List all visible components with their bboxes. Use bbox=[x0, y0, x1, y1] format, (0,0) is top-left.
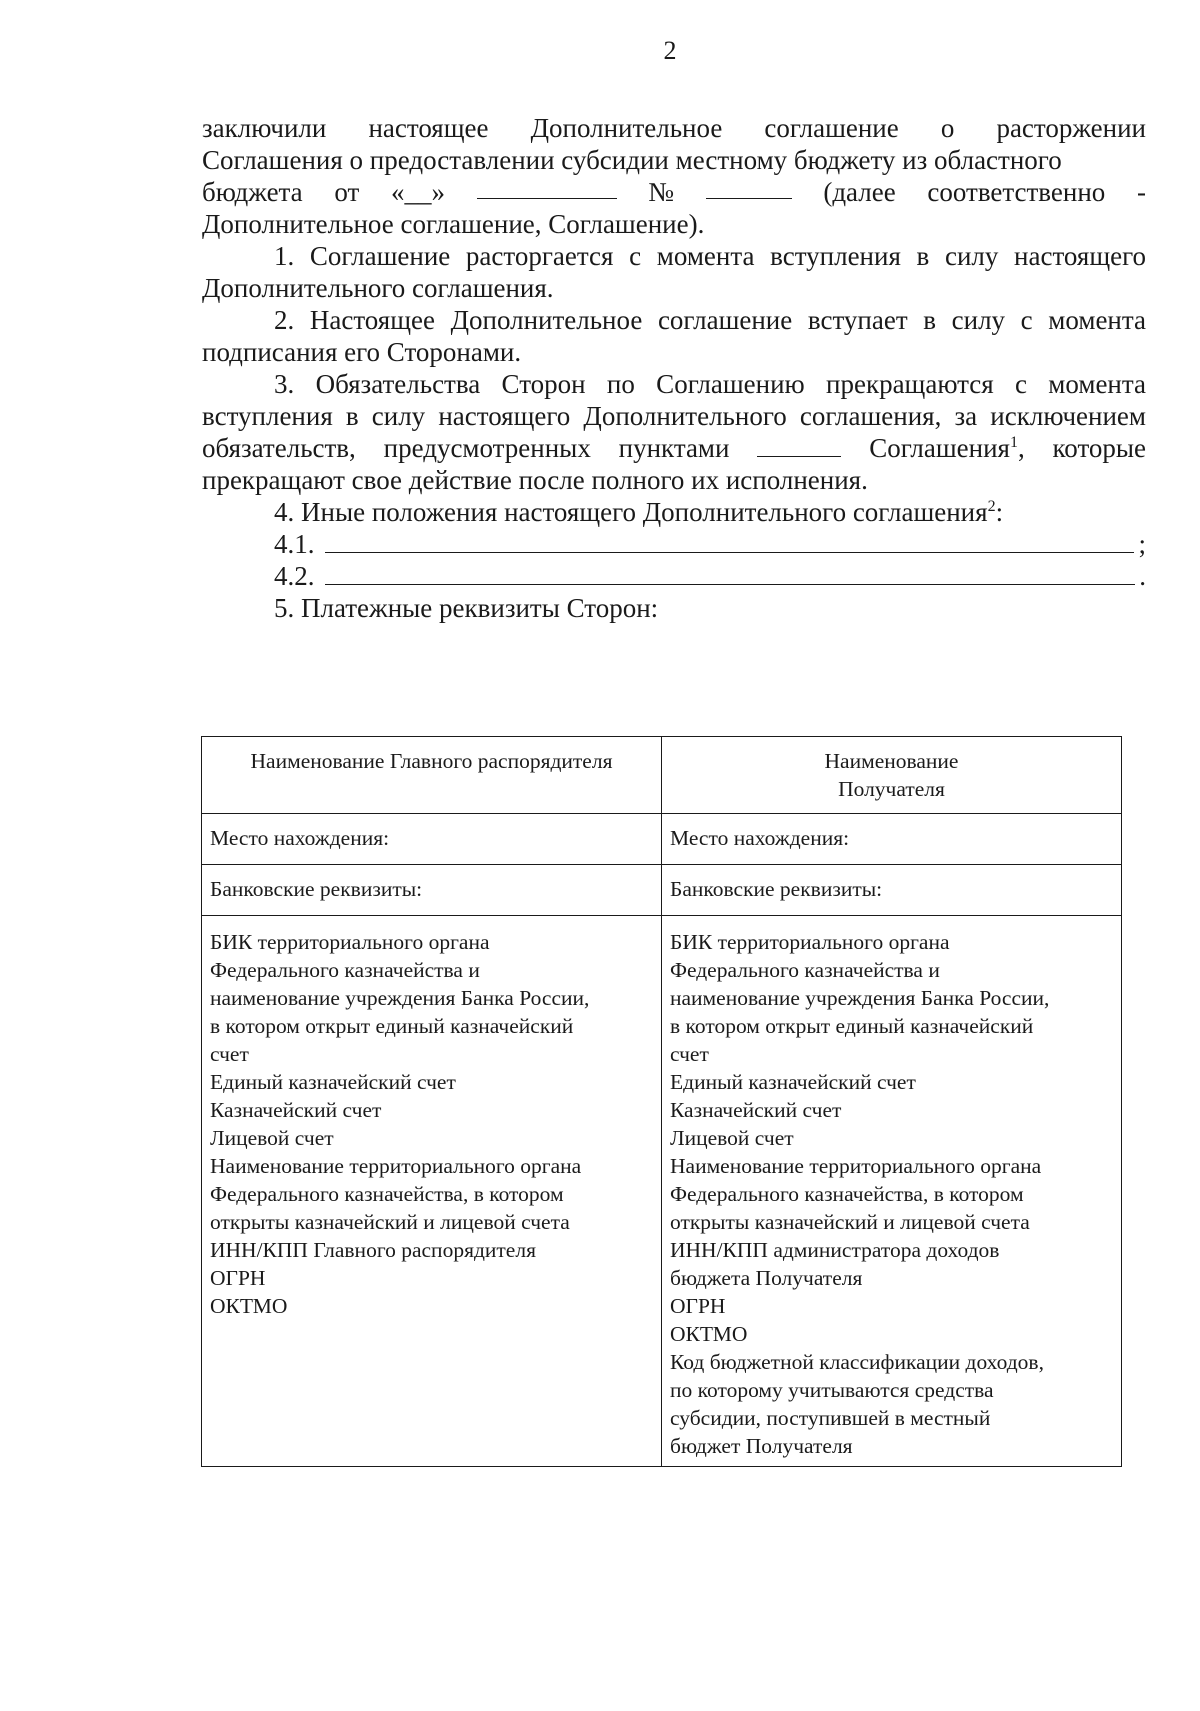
document-body bbox=[202, 112, 1146, 624]
list-item: бюджет Получателя bbox=[670, 1434, 853, 1458]
list-item: Код бюджетной классификации доходов, bbox=[670, 1350, 1044, 1374]
list-item: Лицевой счет bbox=[210, 1126, 334, 1150]
table-row bbox=[202, 916, 1122, 1467]
intro-line-4: Дополнительное соглашение, Соглашение). bbox=[202, 209, 705, 239]
date-placeholder: «__» bbox=[390, 177, 445, 207]
clause-3-start: 3. Обязательства Сторон по Соглашению прекращаются с момента вступления в силу настоящего Дополнительного соглашения, за исключением обязательств, предусмотренных пунктами bbox=[202, 369, 1146, 463]
list-item: открыты казначейский и лицевой счета bbox=[670, 1210, 1030, 1234]
list-item: Казначейский счет bbox=[670, 1098, 842, 1122]
clause-3 bbox=[202, 368, 1146, 496]
list-item: счет bbox=[670, 1042, 709, 1066]
clause-4-1 bbox=[202, 528, 1146, 560]
list-item: наименование учреждения Банка России, bbox=[670, 986, 1050, 1010]
clause-4-1-blank bbox=[325, 530, 1135, 553]
intro-line-1 bbox=[202, 112, 1146, 144]
number-blank bbox=[706, 176, 792, 199]
clause-2: 2. Настоящее Дополнительное соглашение вступает в силу с момента подписания его Сторонами. bbox=[202, 305, 1146, 367]
list-item: Единый казначейский счет bbox=[670, 1070, 916, 1094]
clause-5: 5. Платежные реквизиты Сторон: bbox=[274, 593, 659, 623]
word: о bbox=[940, 113, 955, 143]
list-item: счет bbox=[210, 1042, 249, 1066]
list-item: ОКТМО bbox=[210, 1294, 288, 1318]
clause-4-text: 4. Иные положения настоящего Дополнительного соглашения bbox=[274, 497, 988, 527]
list-item: Федерального казначейства и bbox=[210, 958, 480, 982]
left-details bbox=[202, 916, 662, 1467]
list-item: ОКТМО bbox=[670, 1322, 748, 1346]
list-item: в котором открыт единый казначейский bbox=[670, 1014, 1034, 1038]
list-item: по которому учитываются средства bbox=[670, 1378, 994, 1402]
list-item: ОГРН bbox=[210, 1266, 266, 1290]
right-bank: Банковские реквизиты: bbox=[662, 865, 1122, 916]
left-header: Наименование Главного распорядителя bbox=[202, 737, 662, 814]
word: заключили bbox=[202, 113, 327, 143]
left-bank: Банковские реквизиты: bbox=[202, 865, 662, 916]
date-blank bbox=[477, 176, 617, 199]
list-item: ИНН/КПП администратора доходов bbox=[670, 1238, 1000, 1262]
list-item: Лицевой счет bbox=[670, 1126, 794, 1150]
footnote-1: 1 bbox=[1009, 434, 1018, 451]
dash: - bbox=[1136, 177, 1146, 207]
word: (далее bbox=[823, 177, 896, 207]
word: расторжении bbox=[996, 113, 1146, 143]
word: от bbox=[334, 177, 360, 207]
footnote-2: 2 bbox=[987, 498, 996, 515]
clause-4-2-label: 4.2. bbox=[274, 561, 315, 591]
table-row bbox=[202, 865, 1122, 916]
colon: : bbox=[995, 497, 1004, 527]
list-item: Наименование территориального органа bbox=[210, 1154, 582, 1178]
list-item: бюджета Получателя bbox=[670, 1266, 863, 1290]
clause-3-blank bbox=[757, 434, 841, 457]
right-header-line: Наименование bbox=[824, 749, 959, 773]
word: настоящее bbox=[368, 113, 489, 143]
right-details bbox=[662, 916, 1122, 1467]
list-item: Федерального казначейства и bbox=[670, 958, 940, 982]
word: соответственно bbox=[927, 177, 1106, 207]
right-header-line: Получателя bbox=[838, 777, 945, 801]
clause-4-2 bbox=[202, 560, 1146, 592]
list-item: Единый казначейский счет bbox=[210, 1070, 456, 1094]
list-item: открыты казначейский и лицевой счета bbox=[210, 1210, 570, 1234]
list-item: наименование учреждения Банка России, bbox=[210, 986, 590, 1010]
list-item: БИК территориального органа bbox=[670, 930, 950, 954]
list-item: субсидии, поступившей в местный bbox=[670, 1406, 991, 1430]
list-item: Казначейский счет bbox=[210, 1098, 382, 1122]
clause-4-1-label: 4.1. bbox=[274, 529, 315, 559]
list-item: в котором открыт единый казначейский bbox=[210, 1014, 574, 1038]
clause-3-end: , которые прекращают свое действие после полного их исполнения. bbox=[202, 433, 1147, 495]
list-item: Наименование территориального органа bbox=[670, 1154, 1042, 1178]
clause-4-2-blank bbox=[325, 562, 1136, 585]
word: Дополнительное bbox=[530, 113, 723, 143]
clause-3-word: Соглашения bbox=[869, 433, 1010, 463]
list-item: ОГРН bbox=[670, 1294, 726, 1318]
table-row bbox=[202, 737, 1122, 814]
table-row bbox=[202, 814, 1122, 865]
list-item: Федерального казначейства, в котором bbox=[670, 1182, 1024, 1206]
number-sign: № bbox=[648, 177, 675, 207]
right-location: Место нахождения: bbox=[662, 814, 1122, 865]
clause-4 bbox=[202, 496, 1146, 528]
list-item: БИК территориального органа bbox=[210, 930, 490, 954]
list-item: ИНН/КПП Главного распорядителя bbox=[210, 1238, 536, 1262]
intro-line-2-text: Соглашения о предоставлении субсидии местному бюджету из областного bbox=[202, 145, 1062, 175]
word: соглашение bbox=[764, 113, 899, 143]
list-item: Федерального казначейства, в котором bbox=[210, 1182, 564, 1206]
left-location: Место нахождения: bbox=[202, 814, 662, 865]
intro-line-3 bbox=[202, 176, 1146, 208]
semicolon: ; bbox=[1138, 529, 1146, 559]
page-number: 2 bbox=[663, 36, 677, 65]
payment-details-table bbox=[201, 736, 1122, 1467]
word: бюджета bbox=[202, 177, 303, 207]
intro-line-2 bbox=[202, 144, 1146, 176]
right-header bbox=[662, 737, 1122, 814]
period: . bbox=[1139, 561, 1146, 591]
clause-1: 1. Соглашение расторгается с момента вступления в силу настоящего Дополнительного соглашения. bbox=[202, 241, 1146, 303]
